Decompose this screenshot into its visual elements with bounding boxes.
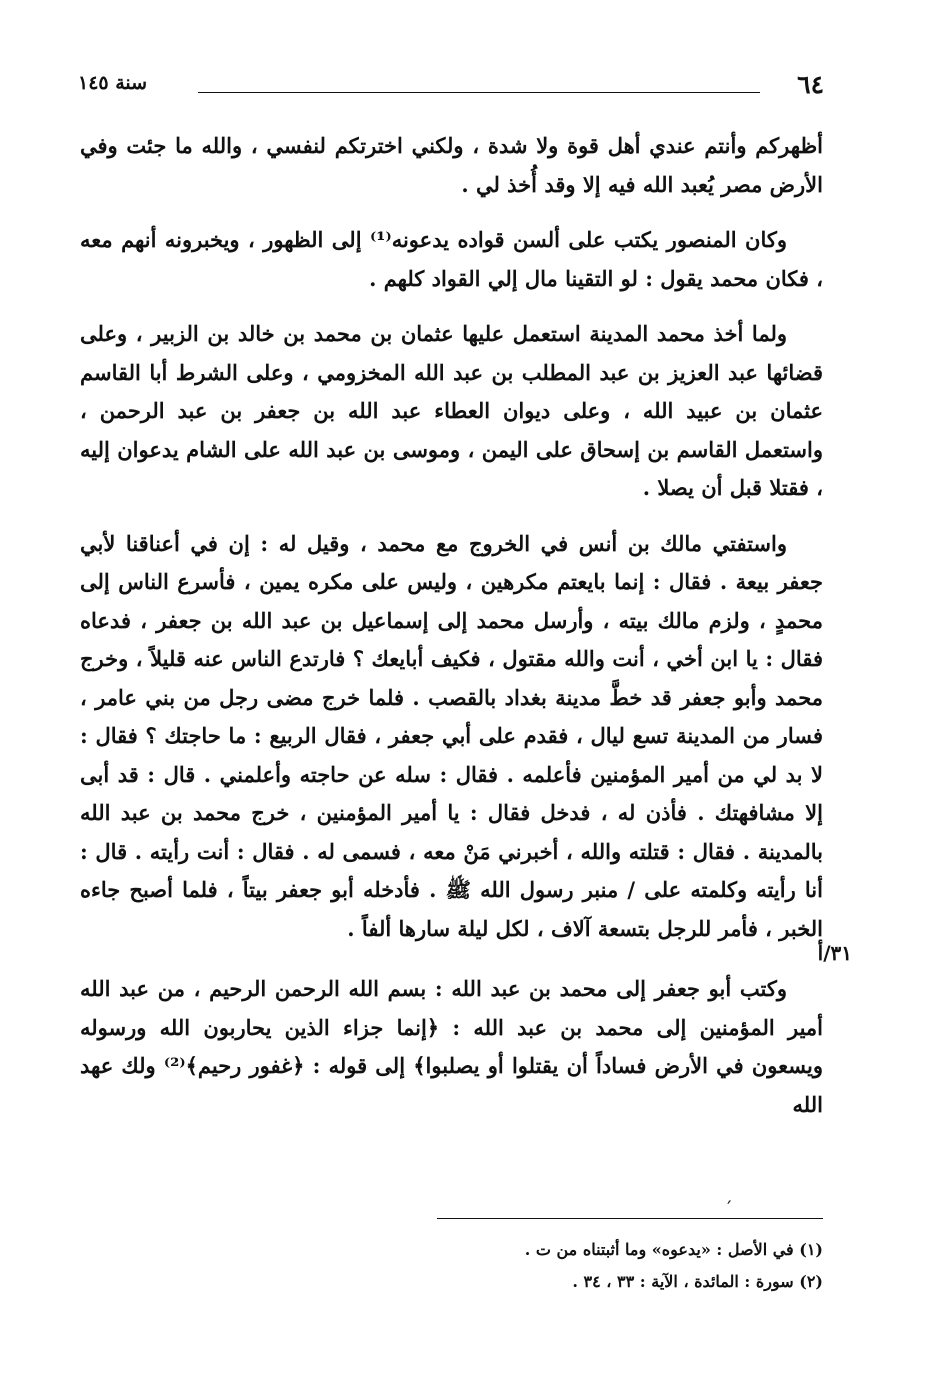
paragraph-4: واستفتي مالك بن أنس في الخروج مع محمد ، وقيل له : إن في أعناقنا لأبي جعفر بيعة . فقال : إنما بايعتم مكرهين ، وليس على مكره يمين ، فأسرع الناس إلى محمدٍ ، ولزم مالك بيته ، وأرسل محمد إلى إسماعيل بن عبد الله بن جعفر ، فدعاه فقال : يا ابن أخي ، أنت والله مقتول ، فكيف أبايعك ؟ فارتدع الناس عنه قليلاً ، وخرج محمد وأبو جعفر قد خطَّ مدينة بغداد بالقصب . فلما خرج مضى رجل من بني عامر ، فسار من المدينة تسع ليال ، فقدم على أبي جعفر ، فقال الربيع : ما حاجتك ؟ فقال : لا بد لي من أمير المؤمنين فأعلمه . فقال : سله عن حاجته وأعلمني . قال : قد أبى إلا مشافهتك . فأذن له ، فدخل فقال : يا أمير المؤمنين ، خرج محمد بن عبد الله بالمدينة . فقال : قتلته والله ، أخبرني مَنْ معه ، فسمى له . فقال : أنت رأيته . قال : أنا رأيته وكلمته على / منبر رسول الله ﷺ . فأدخله أبو جعفر بيتاً ، فلما أصبح جاءه الخبر ، فأمر للرجل بتسعة آلاف ، لكل ليلة سارها ألفاً . (80, 530, 823, 941)
paragraph-2: وكان المنصور يكتب على ألسن قواده يدعونه⁽¹⁾ إلى الظهور ، ويخبرونه أنهم معه ، فكان محمد يقول : لو التقينا مال إلي القواد كلهم . (80, 227, 823, 291)
paragraph-5: وكتب أبو جعفر إلى محمد بن عبد الله : بسم الله الرحمن الرحيم ، من عبد الله أمير المؤمنين إلى محمد بن عبد الله : ﴿إنما جزاء الذين يحاربون الله ورسوله ويسعون في الأرض فساداً أن يقتلوا أو يصلبوا﴾ إلى قوله : ﴿غفور رحيم﴾⁽²⁾ ولك عهد الله (80, 976, 823, 1117)
paragraph-3: ولما أخذ محمد المدينة استعمل عليها عثمان بن محمد بن خالد بن الزبير ، وعلى قضائها عبد العزيز بن عبد المطلب بن عبد الله المخزومي ، وعلى الشرط أبا القاسم عثمان بن عبيد الله ، وعلى ديوان العطاء عبد الله بن جعفر بن عبد الرحمن ، واستعمل القاسم بن إسحاق على اليمن ، وموسى بن عبد الله على الشام يدعوان إليه ، فقتلا قبل أن يصلا . (80, 321, 823, 500)
header-rule (198, 92, 760, 93)
main-text (80, 127, 823, 1141)
footnotes (437, 1234, 823, 1298)
page-header (78, 70, 824, 106)
page-number: ٦٤ (797, 70, 824, 99)
footnote-1: (١) في الأصل : «يدعوه» وما أثبتناه من ت . (524, 1240, 823, 1259)
margin-tick-mark: ′ (727, 1196, 732, 1220)
footnote-rule (437, 1218, 823, 1219)
manuscript-folio-reference: ٣١/أ (817, 941, 852, 965)
running-title: سنة ١٤٥ (78, 72, 148, 94)
paragraph-1: أظهركم وأنتم عندي أهل قوة ولا شدة ، ولكني اخترتكم لنفسي ، والله ما جئت وفي الأرض مصر يُعبد الله فيه إلا وقد أُخذ لي . (80, 133, 823, 197)
footnote-2: (٢) سورة : المائدة ، الآية : ٣٣ ، ٣٤ . (572, 1272, 823, 1291)
